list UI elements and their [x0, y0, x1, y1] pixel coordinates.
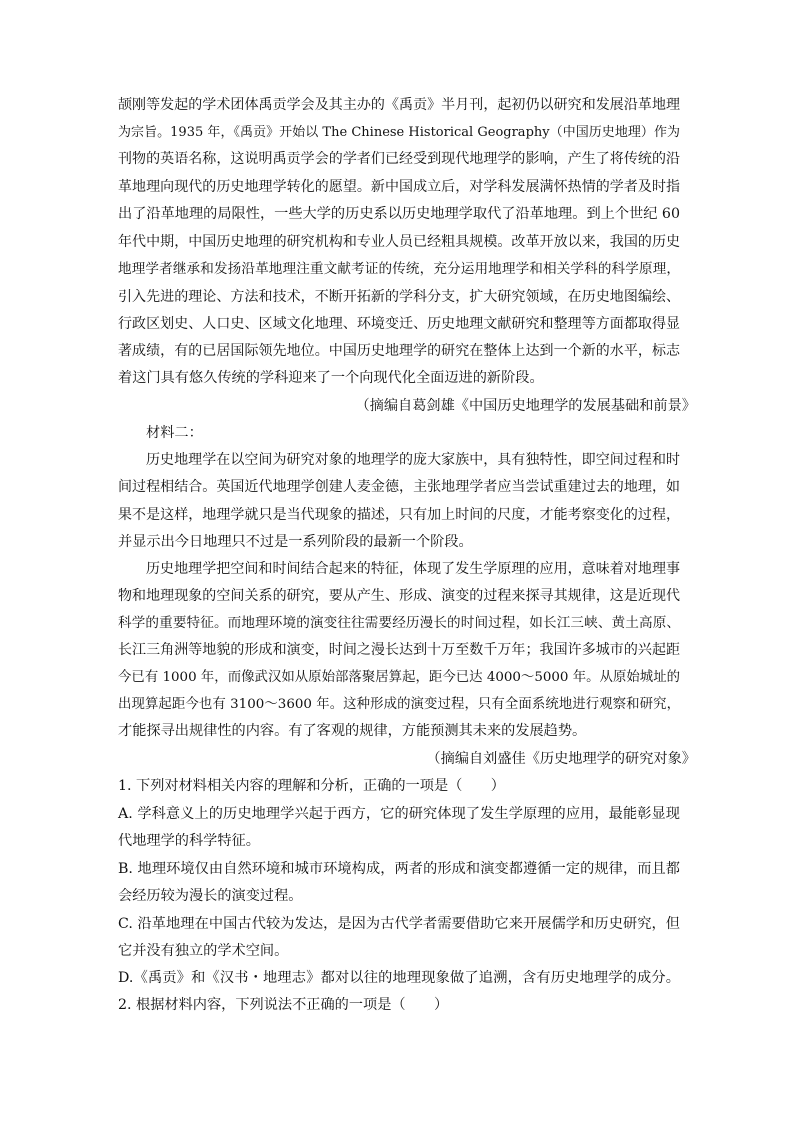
material-one-line-10: 著成绩，有的已居国际领先地位。中国历史地理学的研究在整体上达到一个新的水平，标志 [118, 343, 680, 359]
material-one-line-8: 引入先进的理论、方法和技术，不断开拓新的学科分支，扩大研究领域，在历史地图编绘、 [118, 289, 680, 305]
material-one-line-9: 行政区划史、人口史、区域文化地理、环境变迁、历史地理文献研究和整理等方面都取得显 [118, 316, 680, 332]
material-two-p2-line-7: 才能探寻出规律性的内容。有了客观的规律，方能预测其未来的发展趋势。 [118, 723, 587, 739]
material-two-heading: 材料二： [146, 425, 203, 441]
question-one-option-b-line-2: 会经历较为漫长的演变过程。 [118, 888, 303, 904]
question-one-option-a-line-2: 代地理学的科学特征。 [118, 833, 260, 849]
question-one-option-c-line-2: 它并没有独立的学术空间。 [118, 943, 289, 959]
material-two-p1-line-2: 间过程相结合。英国近代地理学创建人麦金德，主张地理学者应当尝试重建过去的地理，如 [118, 479, 680, 495]
question-two-stem: 2. 根据材料内容，下列说法不正确的一项是（ ） [118, 997, 449, 1013]
question-one-stem: 1. 下列对材料相关内容的理解和分析，正确的一项是（ ） [118, 778, 505, 794]
material-one-line-2: 为宗旨。1935 年，《禹贡》开始以 The Chinese Historical Geography（中国历史地理）作为 [118, 125, 680, 140]
material-one-line-7: 地理学者继承和发扬沿革地理注重文献考证的传统，充分运用地理学和相关学科的科学原理， [118, 261, 680, 277]
material-two-p2-line-6: 出现算起距今也有 3100～3600 年。这种形成的演变过程，只有全面系统地进行观察和研究， [118, 697, 680, 712]
material-two-p1-line-4: 并显示出今日地理只不过是一系列阶段的最新一个阶段。 [118, 534, 473, 550]
material-one-line-1: 颉刚等发起的学术团体禹贡学会及其主办的《禹贡》半月刊，起初仍以研究和发展沿革地理 [118, 97, 680, 113]
material-two-p1-line-3: 果不是这样，地理学就只是当代现象的描述，只有加上时间的尺度，才能考察变化的过程， [118, 507, 680, 523]
material-one-line-3: 刊物的英语名称，这说明禹贡学会的学者们已经受到现代地理学的影响，产生了将传统的沿 [118, 151, 680, 167]
material-two-p1-line-1: 历史地理学在以空间为研究对象的地理学的庞大家族中，具有独特性，即空间过程和时 [146, 452, 680, 468]
source-citation-two: （摘编自刘盛佳《历史地理学的研究对象》 [426, 751, 696, 767]
question-one-option-b-line-1: B. 地理环境仅由自然环境和城市环境构成，两者的形成和演变都遵循一定的规律，而且都 [118, 861, 680, 877]
material-two-p2-line-4: 长江三角洲等地貌的形成和演变，时间之漫长达到十万至数千万年；我国许多城市的兴起距 [118, 642, 680, 658]
question-one-option-d: D.《禹贡》和《汉书・地理志》都对以往的地理现象做了追溯，含有历史地理学的成分。 [118, 970, 680, 986]
material-one-line-5: 出了沿革地理的局限性，一些大学的历史系以历史地理学取代了沿革地理。到上个世纪 60 [118, 206, 680, 222]
source-citation-one: （摘编自葛剑雄《中国历史地理学的发展基础和前景》 [355, 398, 696, 414]
material-one-line-11: 着这门具有悠久传统的学科迎来了一个向现代化全面迈进的新阶段。 [118, 370, 544, 386]
question-one-option-a-line-1: A. 学科意义上的历史地理学兴起于西方，它的研究体现了发生学原理的应用，最能彰显现 [118, 806, 680, 822]
material-two-p2-line-1: 历史地理学把空间和时间结合起来的特征，体现了发生学原理的应用，意味着对地理事 [146, 561, 680, 577]
question-one-option-c-line-1: C. 沿革地理在中国古代较为发达，是因为古代学者需要借助它来开展儒学和历史研究，但 [118, 916, 680, 932]
material-two-p2-line-5: 今已有 1000 年，而像武汉如从原始部落聚居算起，距今已达 4000～5000 年。从原始城址的 [118, 670, 680, 685]
material-two-p2-line-2: 物和地理现象的空间关系的研究，要从产生、形成、演变的过程来探寻其规律，这是近现代 [118, 588, 680, 604]
material-one-line-4: 革地理向现代的历史地理学转化的愿望。新中国成立后，对学科发展满怀热情的学者及时指 [118, 179, 680, 195]
material-two-p2-line-3: 科学的重要特征。而地理环境的演变往往需要经历漫长的时间过程，如长江三峡、黄土高原、 [118, 615, 680, 631]
material-one-line-6: 年代中期，中国历史地理的研究机构和专业人员已经粗具规模。改革开放以来，我国的历史 [118, 234, 680, 250]
